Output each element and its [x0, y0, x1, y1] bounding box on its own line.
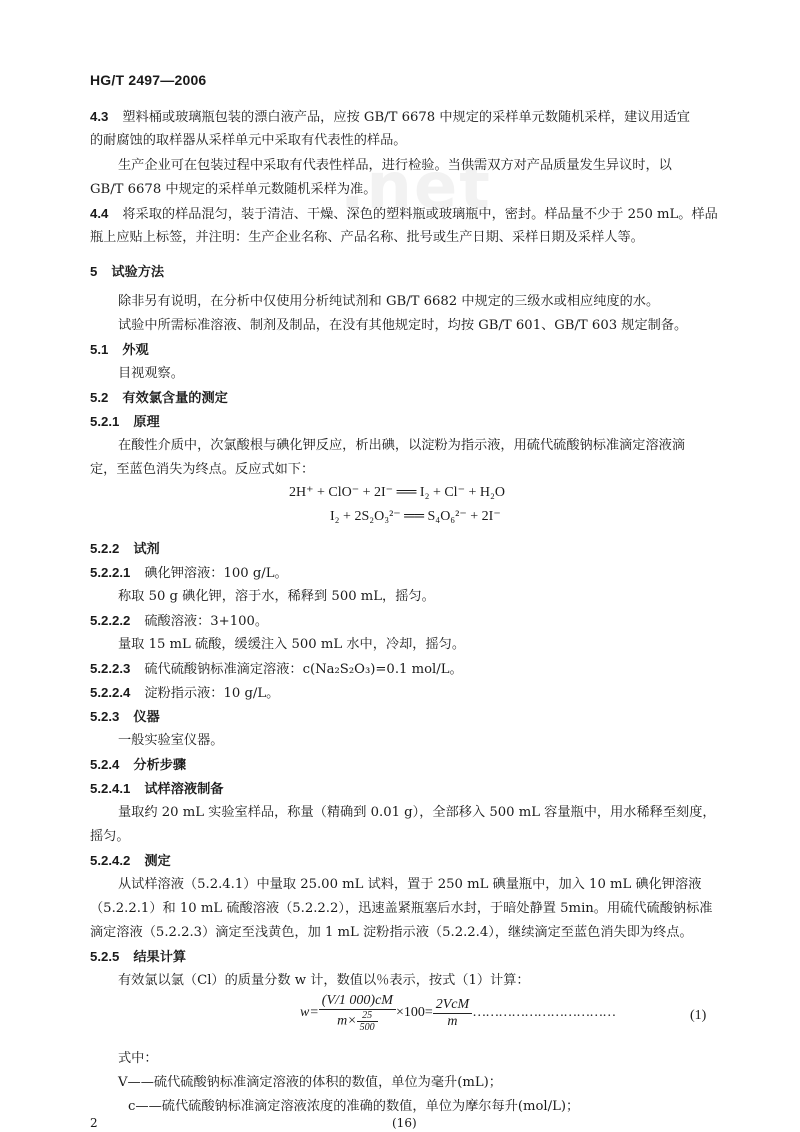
clause-5-2-1-line2: 定，至蓝色消失为终点。反应式如下：	[90, 462, 315, 477]
section-5-para2: 试验中所需标准溶液、制剂及制品，在没有其他规定时，均按 GB/T 601、GB/T 603 规定制备。	[118, 318, 688, 333]
formula-lhs: w=	[300, 1005, 319, 1021]
clause-5-2-4-2-line2: （5.2.2.1）和 10 mL 硫酸溶液（5.2.2.2），迅速盖紧瓶塞后水封，于暗处静置 5min。用硫代硫酸钠标准	[90, 901, 713, 916]
formula-numerator-2: 2VcM	[433, 997, 472, 1014]
where-c: c——硫代硫酸钠标准滴定溶液浓度的准确的数值，单位为摩尔每升(mol/L)；	[128, 1099, 580, 1114]
clause-4-3-line4: GB/T 6678 中规定的采样单元数随机采样为准。	[90, 182, 377, 197]
clause-5-1-text: 目视观察。	[118, 366, 184, 381]
clause-5-2-2-3-heading: 5.2.2.3 硫代硫酸钠标准滴定溶液：c(Na₂S₂O₃)=0.1 mol/L。	[90, 661, 463, 677]
formula-fraction-2	[433, 997, 472, 1030]
formula-denominator-1: m× $\frac{25}{500}$	[319, 1010, 396, 1033]
clause-5-2-4-1-line2: 摇匀。	[90, 829, 130, 844]
standard-number: HG/T 2497—2006	[90, 72, 207, 88]
watermark: .net	[340, 150, 492, 224]
section-5-heading: 5 试验方法	[90, 264, 165, 279]
sequence-number: (16)	[392, 1116, 417, 1130]
clause-5-1-heading: 5.1 外观	[90, 342, 149, 357]
clause-5-2-4-heading: 5.2.4 分析步骤	[90, 757, 187, 772]
where-label: 式中：	[118, 1051, 158, 1066]
where-v: V——硫代硫酸钠标准滴定溶液的体积的数值，单位为毫升(mL)；	[118, 1075, 502, 1090]
clause-5-2-2-2-heading: 5.2.2.2 硫酸溶液：3+100。	[90, 613, 269, 629]
clause-5-2-3-heading: 5.2.3 仪器	[90, 709, 160, 724]
clause-4-4-line1: 4.4 将采取的样品混匀，装于清洁、干燥、深色的塑料瓶或玻璃瓶中，密封。样品量不少于 250 mL。样品	[90, 206, 718, 222]
reaction-equation-1: 2H⁺ + ClO⁻ + 2I⁻ ══ I₂ + Cl⁻ + H₂O	[289, 485, 505, 500]
clause-5-2-2-1-heading: 5.2.2.1 碘化钾溶液：100 g/L。	[90, 565, 288, 581]
clause-5-2-5-heading: 5.2.5 结果计算	[90, 949, 187, 964]
formula-number: (1)	[690, 1008, 707, 1023]
clause-5-2-2-1-text: 称取 50 g 碘化钾，溶于水，稀释到 500 mL，摇匀。	[118, 589, 435, 604]
clause-5-2-4-2-line1: 从试样溶液（5.2.4.1）中量取 25.00 mL 试料，置于 250 mL 碘量瓶中，加入 10 mL 碘化钾溶液	[118, 877, 702, 892]
reaction-equation-2: I₂ + 2S₂O₃²⁻ ══ S₄O₆²⁻ + 2I⁻	[330, 509, 501, 524]
clause-5-2-2-4-heading: 5.2.2.4 淀粉指示液：10 g/L。	[90, 685, 280, 701]
clause-5-2-4-2-heading: 5.2.4.2 测定	[90, 853, 171, 868]
clause-4-3-line2: 的耐腐蚀的取样器从采样单元中采取有代表性的样品。	[90, 133, 407, 148]
formula-1	[300, 993, 615, 1033]
formula-numerator-1: (V/1 000)cM	[319, 993, 396, 1010]
formula-leader-dots: ……………………………	[472, 1005, 616, 1021]
clause-5-2-4-1-heading: 5.2.4.1 试样溶液制备	[90, 781, 224, 796]
formula-fraction-1	[319, 993, 396, 1033]
clause-4-4-line2: 瓶上应贴上标签，并注明：生产企业名称、产品名称、批号或生产日期、采样日期及采样人等。	[90, 230, 644, 245]
formula-ratio: $\frac{25}{500}$	[357, 1010, 378, 1033]
clause-5-2-2-heading: 5.2.2 试剂	[90, 541, 160, 556]
formula-times-100: ×100=	[395, 1005, 433, 1021]
clause-5-2-1-line1: 在酸性介质中，次氯酸根与碘化钾反应，析出碘，以淀粉为指示液，用硫代硫酸钠标准滴定溶液滴	[118, 438, 686, 453]
clause-5-2-2-2-text: 量取 15 mL 硫酸，缓缓注入 500 mL 水中，冷却，摇匀。	[118, 637, 466, 652]
clause-5-2-5-text: 有效氯以氯（Cl）的质量分数 w 计，数值以％表示，按式（1）计算：	[118, 973, 530, 988]
formula-denominator-2: m	[447, 1013, 458, 1029]
clause-4-3-line3: 生产企业可在包装过程中采取有代表性样品，进行检验。当供需双方对产品质量发生异议时，以	[118, 158, 672, 173]
clause-5-2-3-text: 一般实验室仪器。	[118, 733, 224, 748]
clause-4-3-line1: 4.3 塑料桶或玻璃瓶包装的漂白液产品，应按 GB/T 6678 中规定的采样单元数随机采样，建议用适宜	[90, 109, 690, 125]
section-5-para1: 除非另有说明，在分析中仅使用分析纯试剂和 GB/T 6682 中规定的三级水或相应纯度的水。	[118, 294, 660, 309]
clause-5-2-heading: 5.2 有效氯含量的测定	[90, 390, 228, 405]
clause-5-2-1-heading: 5.2.1 原理	[90, 414, 160, 429]
clause-5-2-4-2-line3: 滴定溶液（5.2.2.3）滴定至浅黄色，加 1 mL 淀粉指示液（5.2.2.4），继续滴定至蓝色消失即为终点。	[90, 925, 693, 940]
page-number: 2	[90, 1116, 98, 1130]
clause-5-2-4-1-line1: 量取约 20 mL 实验室样品，称量（精确到 0.01 g），全部移入 500 mL 容量瓶中，用水稀释至刻度，	[118, 805, 716, 820]
